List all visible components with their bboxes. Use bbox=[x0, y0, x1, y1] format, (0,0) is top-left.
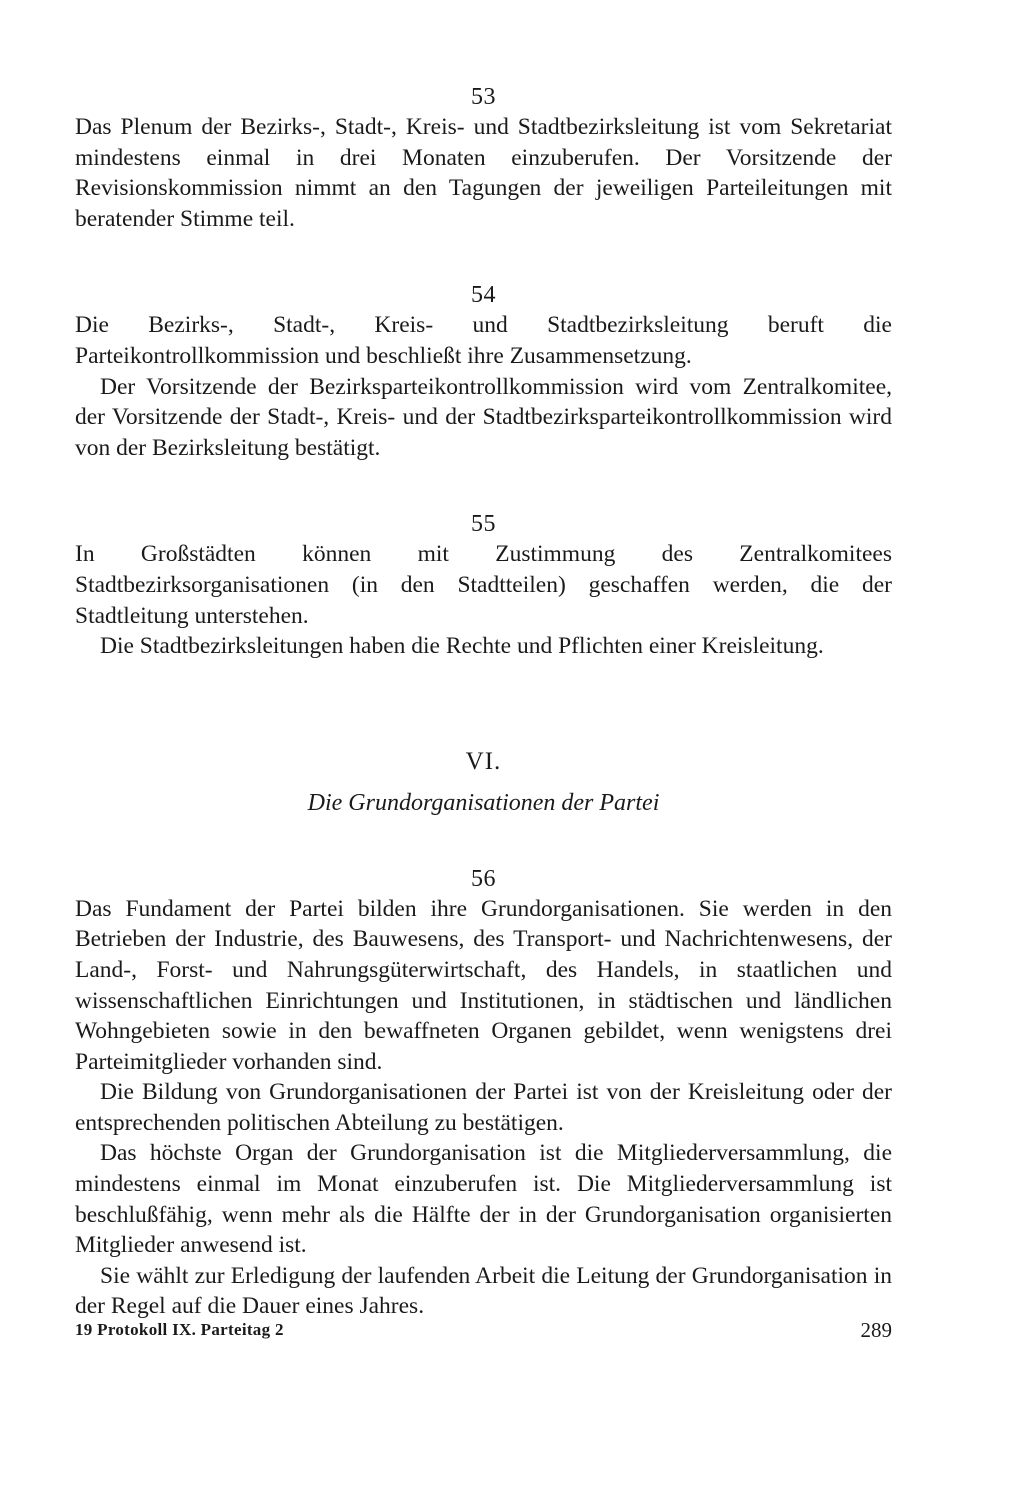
document-page bbox=[75, 82, 892, 1322]
section-54-paragraph-1: Die Bezirks-, Stadt-, Kreis- und Stadtbezirksleitung beruft die Parteikontrollkommission und beschließt ihre Zusammensetzung. bbox=[75, 312, 892, 369]
section-number-53: 53 bbox=[471, 84, 496, 110]
section-53-paragraph-1: Das Plenum der Bezirks-, Stadt-, Kreis- und Stadtbezirksleitung ist vom Sekretariat mindestens einmal in drei Monaten einzuberufen. Der Vorsitzende der Revisionskommission nimmt an den Tagungen der jeweiligen Parteileitungen mit beratender Stimme teil. bbox=[75, 114, 892, 232]
section-56-paragraph-4: Sie wählt zur Erledigung der laufenden Arbeit die Leitung der Grundorganisation in der Regel auf die Dauer eines Jahres. bbox=[75, 1262, 892, 1320]
page-number: 289 bbox=[860, 1318, 892, 1342]
section-number-55: 55 bbox=[471, 511, 496, 538]
section-56-paragraph-1: Das Fundament der Partei bilden ihre Grundorganisationen. Sie werden in den Betrieben der Industrie, des Bauwesens, des Transport- und Nachrichtenwesens, der Land-, Forst- und Nahrungsgüterwirtschaft, des Handels, in staatlichen und wissenschaftlichen Einrichtungen und Institutionen, in städtischen und ländlichen Wohngebieten sowie in den bewaffneten Organen gebildet, wenn wenigstens drei Parteimitglieder vorhanden sind. bbox=[75, 895, 892, 1075]
section-56-paragraph-3: Das höchste Organ der Grundorganisation ist die Mitgliederversammlung, die mindestens einmal im Monat einzuberufen ist. Die Mitgliederversammlung ist beschlußfähig, wenn mehr als die Hälfte der in der Grundorganisation organisierten Mitglieder anwesend ist. bbox=[75, 1140, 892, 1259]
page-footer bbox=[75, 1318, 892, 1342]
section-number-56: 56 bbox=[471, 865, 496, 892]
chapter-numeral: VI. bbox=[465, 747, 502, 775]
printer-signature: 19 Protokoll IX. Parteitag 2 bbox=[75, 1320, 284, 1339]
section-54-paragraph-2: Der Vorsitzende der Bezirksparteikontrollkommission wird vom Zentralkomitee, der Vorsitzende der Stadt-, Kreis- und der Stadtbezirksparteikontrollkommission wird von der Bezirksleitung bestätigt. bbox=[75, 373, 892, 461]
section-number-54: 54 bbox=[471, 282, 496, 309]
section-55-paragraph-1: In Großstädten können mit Zustimmung des Zentralkomitees Stadtbezirksorganisationen (in den Stadtteilen) geschaffen werden, die der Stadtleitung unterstehen. bbox=[75, 541, 892, 629]
section-55-paragraph-2: Die Stadtbezirksleitungen haben die Rechte und Pflichten einer Kreisleitung. bbox=[100, 633, 824, 660]
chapter-title: Die Grundorganisationen der Partei bbox=[307, 789, 660, 816]
section-56-paragraph-2: Die Bildung von Grundorganisationen der Partei ist von der Kreisleitung oder der entsprechenden politischen Abteilung zu bestätigen. bbox=[75, 1079, 892, 1136]
